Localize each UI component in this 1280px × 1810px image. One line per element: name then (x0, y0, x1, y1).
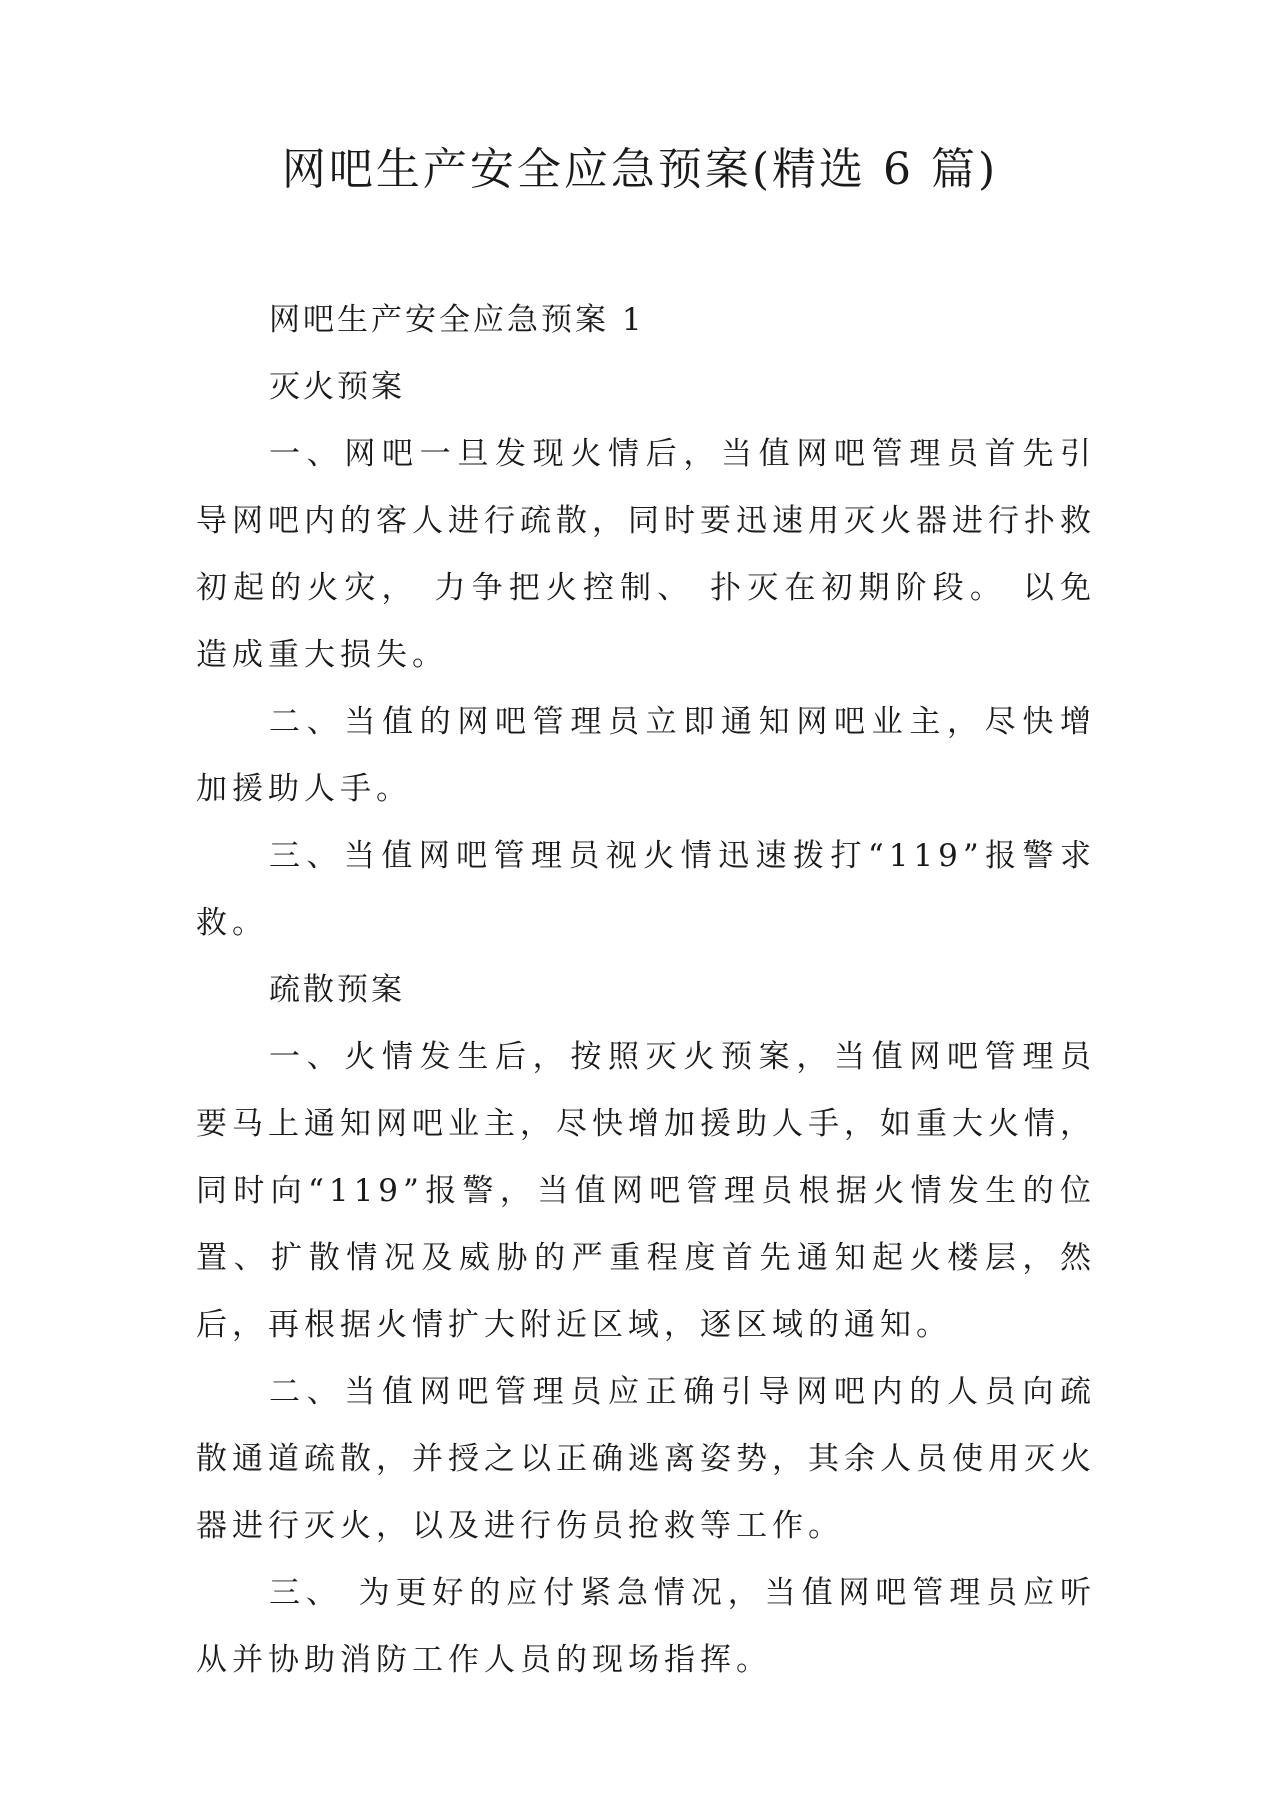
evacuation-paragraph-2: 二、当值网吧管理员应正确引导网吧内的人员向疏散通道疏散，并授之以正确逃离姿势，其余人员使用灭火器进行灭火，以及进行伤员抢救等工作。 (196, 1374, 1096, 1544)
evacuation-paragraph-3: 三、 为更好的应付紧急情况，当值网吧管理员应听从并协助消防工作人员的现场指挥。 (196, 1575, 1096, 1678)
fire-fighting-paragraph-3: 三、当值网吧管理员视火情迅速拨打“119”报警求救。 (196, 838, 1096, 941)
document-subtitle: 网吧生产安全应急预案 1 (269, 302, 645, 338)
document-body (196, 287, 1096, 1694)
evacuation-paragraph-1: 一、火情发生后，按照灭火预案，当值网吧管理员要马上通知网吧业主，尽快增加援助人手，如重大火情，同时向“119”报警，当值网吧管理员根据火情发生的位置、扩散情况及威胁的严重程度首先通知起火楼层，然后，再根据火情扩大附近区域，逐区域的通知。 (196, 1039, 1096, 1343)
section-heading-fire-fighting: 灭火预案 (269, 369, 405, 405)
fire-fighting-paragraph-2: 二、当值的网吧管理员立即通知网吧业主，尽快增加援助人手。 (196, 704, 1096, 807)
fire-fighting-paragraph-1: 一、网吧一旦发现火情后，当值网吧管理员首先引导网吧内的客人进行疏散，同时要迅速用灭火器进行扑救初起的火灾， 力争把火控制、 扑灭在初期阶段。 以免造成重大损失。 (196, 436, 1096, 673)
section-heading-evacuation: 疏散预案 (269, 972, 405, 1008)
document-title: 网吧生产安全应急预案(精选 6 篇) (281, 144, 999, 195)
